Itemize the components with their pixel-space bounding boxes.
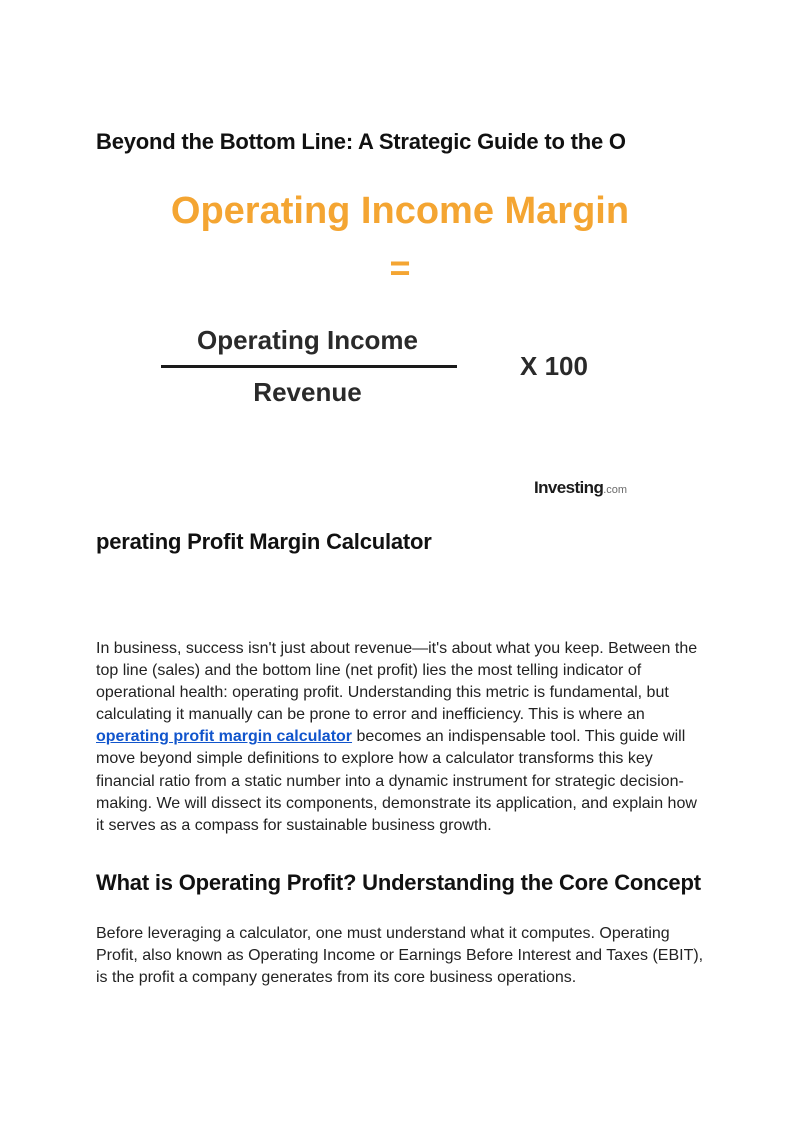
fraction-bar (161, 365, 457, 368)
title-line-1: Beyond the Bottom Line: A Strategic Guide to the O (96, 129, 626, 154)
formula-denominator: Revenue (253, 377, 362, 407)
section-paragraph: Before leveraging a calculator, one must understand what it computes. Operating Profit, also known as Operating Income or Earnings Before Interest and Taxes (EBIT), is the profit a company generates from its core business operations. (96, 925, 704, 987)
intro-text-before: In business, success isn't just about revenue—it's about what you keep. Between the top line (sales) and the bottom line (net profit) lies the most telling indicator of operational health: operating profit. Understanding this metric is fundamental, but calculating it manually can be prone to error and inefficiency. This is where an (96, 640, 698, 724)
section-heading: What is Operating Profit? Understanding the Core Concept (96, 870, 701, 895)
intro-paragraph (96, 638, 706, 837)
logo-wordmark: Investing (534, 478, 604, 497)
logo-suffix: .com (603, 484, 628, 496)
formula-figure (130, 185, 670, 505)
equals-sign: = (389, 247, 411, 288)
formula-numerator: Operating Income (196, 325, 419, 355)
intro-text-after: becomes an indispensable tool. This guide will move beyond simple definitions to explore how a calculator transforms this key financial ratio from a static number into a dynamic instrument for strategic decision-making. We will dissect its components, demonstrate its application, and explain how it serves as a compass for sustainable business growth. (96, 728, 697, 834)
formula-title: Operating Income Margin (170, 190, 630, 232)
calculator-link[interactable]: operating profit margin calculator (96, 728, 353, 746)
title-line-2: perating Profit Margin Calculator (96, 529, 432, 554)
investing-logo (534, 478, 627, 498)
formula-multiplier: X 100 (520, 351, 588, 381)
